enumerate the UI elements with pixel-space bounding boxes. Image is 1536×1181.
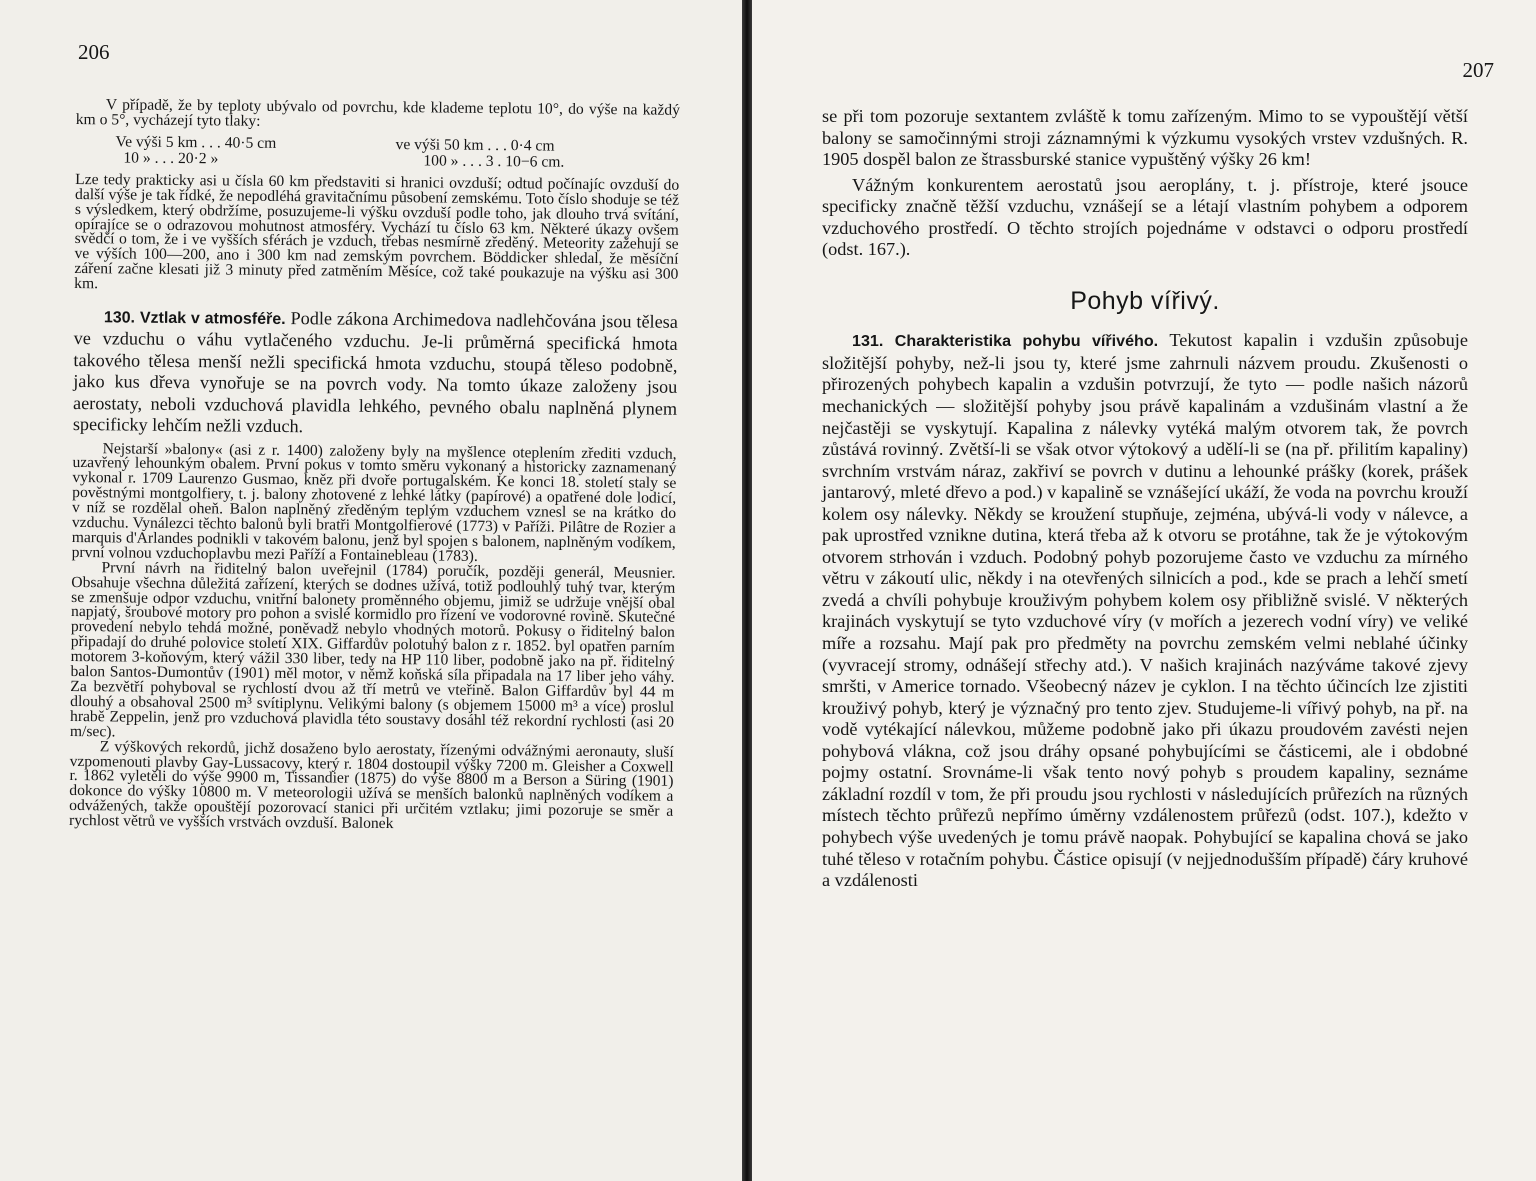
right-page-text	[822, 106, 1468, 892]
body-paragraph: Vážným konkurentem aerostatů jsou aeroplány, t. j. přístroje, které jsouce specificky značně těžší vzduchu, vznášejí se a létají vlastním pohybem a odporem vzduchového prostředí. O těchto strojích pojednáme v odstavci o odporu prostředí (odst. 167.).	[822, 174, 1468, 260]
table-cell: 100 » . . . 3 . 10−6 cm.	[423, 152, 565, 172]
intro-paragraph: V případě, že by teploty ubývalo od povrchu, kde klademe teplotu 10°, do výše na každý km o 5°, vycházejí tyto tlaky:	[75, 96, 680, 130]
right-page	[752, 0, 1536, 1181]
body-paragraph: První návrh na řiditelný balon uveřejnil (1784) poručík, později generál, Meusnier. Obsahuje všechna důležitá zařízení, kterých se dodnes užívá, totiž podlouhlý tuhý tvar, kterým se zmenšuje odpor vzduchu, vnitřní balonety proměnného objemu, jimiž se udržuje vnější obal napjatý, šroubové motory pro pohon a svislé kormidlo pro řízení ve vodorovné rovině. Skutečné provedení nebylo tehdá možné, poněvadž nebylo vhodných motorů. Pokusy o řiditelný balon připadají do druhé polovice století XIX. Giffardův polotuhý balon z r. 1852. byl opatřen parním motorem 3-koňovým, který vážil 330 liber, tedy na HP 110 liber, podobně jako na př. řiditelný balon Santos-Dumontův (1901) měl motor, v němž koňská síla připadala na 17 liber jeho váhy. Za bezvětří pohyboval se rychlostí dvou až tří metrů ve vteřině. Balon Giffardův byl 44 m dlouhý a obsahoval 2500 m³ svítiplynu. Velikými balony (s objemem 15000 m³ a více) proslul hrabě Zeppelin, jenž pro vzduchová plavidla této soustavy dosáhl též rekordní rychlosti (asi 20 m/sec).	[69, 559, 676, 741]
body-paragraph: Z výškových rekordů, jichž dosaženo bylo aerostaty, řízenými odvážnými aeronauty, sluší vzpomenouti plavby Gay-Lussacovy, který r. 1804 dostoupil výšky 7200 m. Gleisher a Coxwell r. 1862 vyletěli do výše 9900 m, Tissandier (1875) do výše 8800 m a Berson a Süring (1901) dokonce do výšky 10800 m. V meteorologii užívá se menších balonků naplněných vodíkem a odvážených, takže opouštějí pozorovací stanici při určitém vztlaku; jimi pozoruje se směr a rychlost větrů ve vyšších vrstvách ovzduší. Balonek	[68, 737, 674, 833]
body-paragraph: Lze tedy prakticky asi u čísla 60 km představiti si hranici ovzduší; odtud počínajíc ovzduší do další výše je tak řídké, že nepodléhá gravitačnímu působení zemskému. Toto číslo shoduje se též s výsledkem, který obdržíme, posuzujeme-li výšku ovzduší podle toho, jak dlouho trvá svítání, opírajíce se o odrazovou mohutnost atmosféry. Vychází tu číslo 63 km. Některé úkazy ovšem svědčí o tom, že i ve vyšších sférách je vzduch, třebas nesmírně zředěný. Meteority zažehují se ve výších 100—200, ano i 300 km nad zemským povrchem. Böddicker shledal, že měsíční záření začne klesati již 3 minuty před zatměním Měsíce, což také poukazuje na výšku asi 300 km.	[74, 170, 680, 293]
body-paragraph: se při tom pozoruje sextantem zvláště k tomu zařízeným. Mimo to se vypouštějí větší balony se samočinnými stroji záznamnými k výzkumu vysokých vrstev vzdušných. R. 1905 dospěl balon ze štrassburské stanice vypuštěný výšky 26 km!	[822, 106, 1468, 170]
section-131	[822, 330, 1468, 891]
body-paragraph: Nejstarší »balony« (asi z r. 1400) založeny byly na myšlence oteplením zřediti vzduch, uzavřený lehounkým obalem. První pokus v tomto směru vykonaný a historicky zaznamenaný vykonal r. 1709 Laurenzo Gusmao, kněz při dvoře portugalském. Ke konci 18. století staly se pověstnými montgolfiery, t. j. balony zhotovené z lehké látky (papírové) a opatřené dole lodicí, v níž se rozdělal oheň. Balon naplněný zředěným teplým vzduchem vznesl se na krátko do vzduchu. Vynálezci těchto balonů byli bratři Montgolfierové (1773) v Paříži. Pilâtre de Rozier a marquis d'Arlandes podnikli v takovém balonu, jenž byl spojen s balonem, naplněným vodíkem, první volnou vzduchoplavbu mezi Paříží a Fontainebleau (1783).	[71, 439, 677, 565]
book-gutter	[742, 0, 752, 1181]
section-heading: 130. Vztlak v atmosféře.	[103, 309, 286, 329]
table-cell: Ve výši 5 km . . . 40·5 cm	[115, 133, 277, 153]
section-130	[73, 306, 678, 441]
page-number: 207	[1462, 58, 1494, 82]
table-cell: ve výši 50 km . . . 0·4 cm	[395, 136, 555, 155]
section-text: Podle zákona Archimedova nadlehčována jsou tělesa ve vzduchu o váhu vytlačeného vzduchu. Je-li průměrná specifická hmota takového tělesa menší nežli specifická hmota vzduchu, stoupá těleso podobně, jako kus dřeva vynořuje se na povrch vody. Na tomto úkaze založeny jsou aerostaty, neboli vzduchová plavidla lehkého, pevného obalu naplněná plynem specificky lehčím nežli vzduch.	[72, 308, 678, 437]
pressure-table	[115, 135, 675, 172]
section-text: Tekutost kapalin i vzdušin způsobuje složitější pohyby, než-li jsou ty, které jsme zahrnuli názvem proudu. Zkušenosti o přirozených pohybech kapalin a vzdušin potvrzují, že tyto — podle našich názorů mechanických — složitější pohyby jsou právě kapalinám a vzdušinám vlastní a že nejčastěji se vyskytují. Kapalina z nálevky vytéká malým otvorem tak, že povrch zůstává rovinný. Zvětší-li se však otvor výtokový a udělí-li se (na př. přilitím kapaliny) svrchním vrstvám náraz, zakřiví se povrch v dutinu a lehounké prášky (korek, prášek jantarový, mleté dřevo a pod.) v kapalině se vznášející ukáží, že voda na povrchu krouží kolem osy nálevky. Někdy se kroužení stupňuje, zejména, ubývá-li vody v nálevce, a pak uprostřed vznikne dutina, která třeba až k otvoru se protáhne, tak že je výtokovým otvorem strhován i vzduch. Podobný pohyb pozorujeme často ve vzduchu za mírného větru v zákoutí ulic, někdy i na otevřených silnicích a pod., kde se prach a lehčí smetí zvedá a chvíli pohybuje krouživým pohybem kolem osy přibližně svislé. V některých krajinách vyskytují se tyto vzduchové víry (v mořích a jezerech vodní víry) ve veliké míře a rozsahu. Mají pak pro předměty na povrchu zemském velmi neblahé účinky (vyvracejí stromy, odnášejí střechy atd.). V našich krajinách nazýváme takové zjevy smršti, v Americe tornado. Všeobecný název je cyklon. I na těchto účincích lze zjistiti krouživý pohyb, který je význačný pro tento zjev. Studujeme-li vířivý pohyb, na př. na vodě vytékající nálevkou, můžeme podobně jako při úkazu proudovém zavésti nejen pohybová vlákna, což jsou dráhy opsané pohybujícími se částicemi, ale i obdobné pojmy ostatní. Srovnáme-li však tento nový pohyb s proudem kapaliny, seznáme základní rozdíl v tom, že při proudu jsou rychlosti v následujících průřezích na různých místech těchto průřezů nepřímo úměrny vzdálenostem průřezů (odst. 107.), kdežto v pohybech výše uvedených je tomu právě naopak. Pohybující se kapalina chová se jako tuhé těleso v rotačním pohybu. Částice opisují (v nejjednodušším případě) čáry kruhové a vzdálenosti	[822, 330, 1468, 891]
table-cell: 10 » . . . 20·2 »	[123, 149, 219, 168]
page-number: 206	[78, 40, 110, 64]
chapter-heading: Pohyb vířivý.	[1070, 286, 1220, 315]
left-page-text	[69, 98, 680, 835]
left-page	[0, 0, 742, 1181]
section-heading: 131. Charakteristika pohybu vířivého.	[852, 332, 1159, 351]
